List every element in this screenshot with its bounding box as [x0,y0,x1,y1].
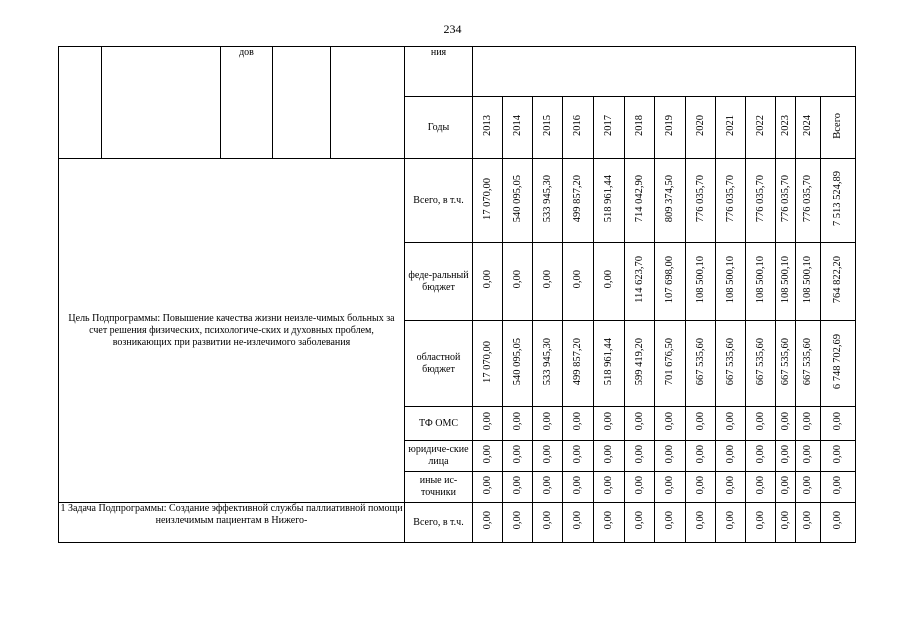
amount-cell [473,407,503,441]
amount-cell-text: 0,00 [802,475,813,495]
amount-cell-text: 0,00 [572,444,583,464]
goal-description: Цель Подпрограммы: Повышение качества жизни неизле-чимых больных за счет решения физических, психологиче-ских и духовных проблем, возникающих при развитии не-излечимого заболевания [59,159,405,503]
amount-cell-text: 0,00 [802,412,813,431]
amount-cell-text: 108 500,10 [694,255,706,304]
amount-cell [594,321,625,407]
amount-cell-text: 0,00 [511,511,523,530]
goal-row [59,159,856,243]
amount-cell-text: 0,00 [664,444,675,464]
year-header-text: 2018 [633,115,645,136]
amount-cell [776,472,796,503]
amount-cell [821,472,856,503]
amount-cell [716,407,746,441]
year-header-text: Всего [832,112,843,139]
amount-cell [533,472,563,503]
budget-table [58,46,856,543]
year-header [533,97,563,159]
amount-cell [625,243,655,321]
amount-cell [563,243,594,321]
amount-cell [655,472,686,503]
amount-cell-text: 667 535,60 [754,337,766,386]
amount-cell [594,159,625,243]
amount-cell-text: 667 535,60 [779,337,791,386]
amount-cell-text: 107 698,00 [664,255,675,304]
header-cell [273,47,331,159]
year-header [503,97,533,159]
amount-cell-text: 108 500,10 [779,255,791,304]
amount-cell [594,503,625,543]
amount-cell-text: 0,00 [481,270,493,289]
amount-cell [776,321,796,407]
amount-cell-text: 0,00 [724,412,736,431]
funding-source-label: Всего, в т.ч. [405,503,473,543]
amount-cell [746,472,776,503]
amount-cell-text: 0,00 [603,412,614,431]
amount-cell-text: 776 035,70 [724,174,736,223]
amount-cell [533,321,563,407]
amount-cell [796,321,821,407]
funding-source-label: ТФ ОМС [405,407,473,441]
amount-cell-text: 518 961,44 [603,174,614,223]
amount-cell-text: 0,00 [511,270,523,289]
year-header-text: 2019 [664,115,675,136]
year-header [655,97,686,159]
amount-cell [821,321,856,407]
amount-cell [473,472,503,503]
amount-cell [746,159,776,243]
amount-cell-text: 17 070,00 [481,177,493,220]
amount-cell-text: 599 419,20 [633,337,645,386]
amount-cell [686,321,716,407]
amount-cell [776,503,796,543]
amount-cell-text: 0,00 [633,511,645,530]
header-cell-continuation: дов [221,47,273,159]
amount-cell-text: 0,00 [724,444,736,464]
amount-cell [776,407,796,441]
amount-cell [533,243,563,321]
amount-cell-text: 0,00 [541,511,553,530]
funding-source-label: феде-ральный бюджет [405,243,473,321]
amount-cell [503,159,533,243]
amount-cell-text: 0,00 [779,511,791,530]
years-label: Годы [405,97,473,159]
task-row [59,503,856,543]
amount-cell-text: 108 500,10 [724,255,736,304]
amount-cell-text: 0,00 [754,475,766,495]
amount-cell [716,472,746,503]
header-cell [59,47,102,159]
amount-cell-text: 667 535,60 [694,337,706,386]
amount-cell [716,159,746,243]
year-header [625,97,655,159]
amount-cell [796,503,821,543]
amount-cell-text: 0,00 [779,444,791,464]
amount-cell [533,441,563,472]
amount-cell-text: 0,00 [754,412,766,431]
funding-source-label: юридиче-ские лица [405,441,473,472]
amount-cell [776,441,796,472]
amount-cell [655,243,686,321]
amount-cell [716,441,746,472]
amount-cell [776,243,796,321]
amount-cell [473,321,503,407]
amount-cell [503,243,533,321]
amount-cell [796,407,821,441]
year-header [473,97,503,159]
year-header [746,97,776,159]
amount-cell-text: 0,00 [779,412,791,431]
amount-cell-text: 533 945,30 [541,337,553,386]
amount-cell [655,503,686,543]
amount-cell-text: 0,00 [603,511,614,530]
year-header [686,97,716,159]
amount-cell-text: 0,00 [664,511,675,530]
amount-cell-text: 0,00 [832,511,843,530]
amount-cell [746,441,776,472]
amount-cell-text: 0,00 [633,475,645,495]
year-header-text: 2013 [481,115,493,136]
amount-cell [686,407,716,441]
amount-cell [796,159,821,243]
amount-cell [594,472,625,503]
amount-cell-text: 0,00 [481,444,493,464]
amount-cell-text: 0,00 [832,475,843,495]
amount-cell [796,243,821,321]
amount-cell [686,243,716,321]
amount-cell-text: 6 748 702,69 [832,333,843,390]
amount-cell-text: 0,00 [694,511,706,530]
amount-cell-text: 540 095,05 [511,174,523,223]
amount-cell-text: 809 374,50 [664,174,675,223]
year-header-text: 2021 [724,115,736,136]
amount-cell [625,159,655,243]
header-cell [102,47,221,159]
amount-cell [821,159,856,243]
amount-cell-text: 499 857,20 [572,337,583,386]
amount-cell-text: 0,00 [481,412,493,431]
amount-cell [746,407,776,441]
funding-source-label: Всего, в т.ч. [405,159,473,243]
amount-cell [655,159,686,243]
amount-cell-text: 0,00 [802,511,813,530]
year-header-text: 2016 [572,115,583,136]
amount-cell [686,441,716,472]
amount-cell-text: 0,00 [511,412,523,431]
amount-cell [503,503,533,543]
year-header-text: 2017 [603,115,614,136]
amount-cell [503,321,533,407]
amount-cell [746,243,776,321]
amount-cell-text: 0,00 [481,475,493,495]
amount-cell [473,441,503,472]
amount-cell [594,407,625,441]
amount-cell-text: 0,00 [724,511,736,530]
amount-cell [716,321,746,407]
year-header [796,97,821,159]
amount-cell-text: 108 500,10 [754,255,766,304]
amount-cell [503,407,533,441]
year-header [716,97,746,159]
amount-cell [655,407,686,441]
amount-cell-text: 0,00 [541,475,553,495]
amount-cell-text: 0,00 [603,270,614,289]
amount-cell [563,407,594,441]
amount-cell-text: 0,00 [572,270,583,289]
amount-cell [563,321,594,407]
amount-cell [821,407,856,441]
amount-cell [686,159,716,243]
amount-cell-text: 714 042,90 [633,174,645,223]
amount-cell-text: 0,00 [779,475,791,495]
amount-cell-text: 0,00 [694,444,706,464]
amount-cell [746,503,776,543]
amount-cell [533,159,563,243]
amount-cell [796,441,821,472]
amount-cell-text: 0,00 [694,475,706,495]
year-header [821,97,856,159]
amount-cell [473,503,503,543]
amount-cell [686,472,716,503]
amount-cell-text: 0,00 [832,412,843,431]
year-header-text: 2014 [511,115,523,136]
amount-cell-text: 0,00 [541,270,553,289]
amount-cell-text: 776 035,70 [694,174,706,223]
amount-cell [563,472,594,503]
amount-cell [563,159,594,243]
amount-cell [625,441,655,472]
amount-cell [473,243,503,321]
amount-cell [503,472,533,503]
amount-cell-text: 499 857,20 [572,174,583,223]
year-header-text: 2020 [694,115,706,136]
amount-cell [821,503,856,543]
amount-cell [625,503,655,543]
amount-cell [625,472,655,503]
page-number: 234 [443,22,462,36]
amount-cell [594,243,625,321]
amount-cell [776,159,796,243]
funding-source-label: иные ис-точники [405,472,473,503]
amount-cell-text: 0,00 [541,444,553,464]
amount-cell [796,472,821,503]
amount-cell-text: 0,00 [572,475,583,495]
amount-cell-text: 108 500,10 [802,255,813,304]
amount-cell [563,503,594,543]
amount-cell-text: 518 961,44 [603,337,614,386]
amount-cell [473,159,503,243]
funding-source-label: областной бюджет [405,321,473,407]
year-header-text: 2024 [802,115,813,136]
amount-cell [746,321,776,407]
amount-cell [655,441,686,472]
amount-cell-text: 0,00 [633,444,645,464]
year-header-text: 2023 [779,115,791,136]
amount-cell-text: 533 945,30 [541,174,553,223]
year-header [563,97,594,159]
amount-cell-text: 0,00 [603,475,614,495]
amount-cell-text: 114 623,70 [633,256,645,303]
amount-cell-text: 0,00 [754,511,766,530]
year-header [594,97,625,159]
amount-cell-text: 7 513 524,89 [832,170,843,227]
amount-cell-text: 776 035,70 [779,174,791,223]
amount-cell-text: 667 535,60 [802,337,813,386]
amount-cell [503,441,533,472]
amount-cell-text: 0,00 [572,511,583,530]
year-header-text: 2015 [541,115,553,136]
header-cell [331,47,405,159]
amount-cell [563,441,594,472]
amount-cell [533,503,563,543]
amount-cell-text: 540 095,05 [511,337,523,386]
amount-cell-text: 764 822,20 [832,255,843,304]
amount-cell [594,441,625,472]
header-cell [473,47,856,97]
amount-cell-text: 0,00 [664,412,675,431]
source-header-continuation: ния [405,47,473,97]
amount-cell [821,441,856,472]
amount-cell [821,243,856,321]
amount-cell-text: 0,00 [572,412,583,431]
amount-cell-text: 0,00 [541,412,553,431]
amount-cell-text: 776 035,70 [754,174,766,223]
amount-cell-text: 0,00 [633,412,645,431]
amount-cell [686,503,716,543]
amount-cell-text: 0,00 [724,475,736,495]
task-description: 1 Задача Подпрограммы: Создание эффективной службы паллиативной помощи неизлечимым пациентам в Нижего- [59,503,405,543]
amount-cell [625,321,655,407]
header-continuation-row [59,47,856,97]
year-header-text: 2022 [754,115,766,136]
year-header [776,97,796,159]
amount-cell-text: 0,00 [481,511,493,530]
amount-cell-text: 0,00 [511,475,523,495]
amount-cell [716,503,746,543]
amount-cell-text: 0,00 [511,444,523,464]
amount-cell [625,407,655,441]
amount-cell-text: 17 070,00 [481,340,493,383]
amount-cell-text: 776 035,70 [802,174,813,223]
amount-cell-text: 701 676,50 [664,337,675,386]
amount-cell [716,243,746,321]
amount-cell-text: 0,00 [832,444,843,464]
amount-cell-text: 0,00 [754,444,766,464]
amount-cell-text: 0,00 [694,412,706,431]
amount-cell-text: 0,00 [802,444,813,464]
amount-cell [533,407,563,441]
amount-cell-text: 667 535,60 [724,337,736,386]
amount-cell [655,321,686,407]
amount-cell-text: 0,00 [664,475,675,495]
amount-cell-text: 0,00 [603,444,614,464]
